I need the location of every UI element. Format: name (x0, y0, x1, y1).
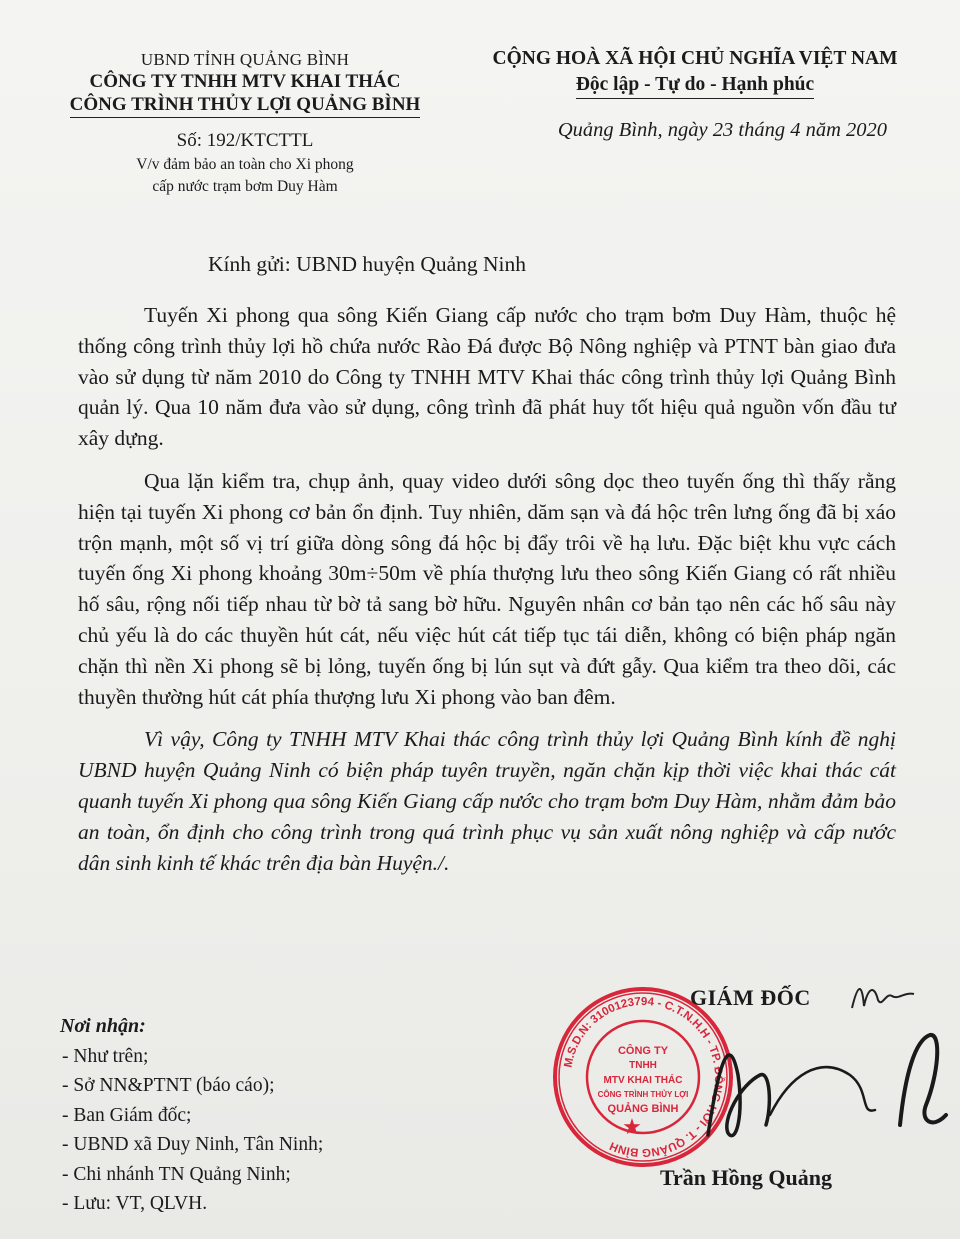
issuer-company-line1: CÔNG TY TNHH MTV KHAI THÁC (89, 71, 401, 92)
seal-star-icon: ★ (622, 1114, 642, 1139)
recipients-title: Nơi nhận: (60, 1015, 146, 1037)
subject-line-1: V/v đảm bảo an toàn cho Xi phong (136, 156, 354, 173)
recipient-item: - UBND xã Duy Ninh, Tân Ninh; (62, 1134, 324, 1155)
seal-center-line: CÔNG TRÌNH THỦY LỢI (597, 1090, 689, 1099)
addressee: Kính gửi: UBND huyện Quảng Ninh (208, 252, 527, 276)
seal-ring-text: M.S.D.N: 3100123794 - C.T.N.H.H - TP. ĐỒNG HỚI - T. QUẢNG BÌNH (562, 995, 725, 1159)
national-motto: Độc lập - Tự do - Hạnh phúc (576, 74, 814, 99)
document-number: Số: 192/KTCTTL (176, 130, 314, 151)
paragraph-3: Vì vậy, Công ty TNHH MTV Khai thác công trình thủy lợi Quảng Bình kính đề nghị UBND huyện Quảng Ninh có biện pháp tuyên truyền, ngăn chặn kịp thời việc khai thác cát quanh tuyến Xi phong qua sông Kiến Giang cấp nước cho trạm bơm Duy Hàm, nhằm đảm bảo an toàn, ổn định cho công trình trong quá trình phục vụ sản xuất nông nghiệp và cấp nước dân sinh kinh tế khác trên địa bàn Huyện./. (78, 727, 896, 875)
handwritten-signature-icon (700, 1015, 950, 1155)
recipient-item: - Ban Giám đốc; (62, 1104, 192, 1126)
paragraph-2: Qua lặn kiểm tra, chụp ảnh, quay video dưới sông dọc theo tuyến ống thì thấy rằng hiện tại tuyến Xi phong cơ bản ổn định. Tuy nhiên, dăm sạn và đá hộc trên lưng ống đã bị xáo trộn mạnh, một số vị trí giữa dòng sông đá hộc bị đẩy trôi về hạ lưu. Đặc biệt khu vực cách tuyến ống Xi phong khoảng 30m÷50m về phía thượng lưu theo sông Kiến Giang có rất nhiều hố sâu, rộng nối tiếp nhau từ bờ tả sang bờ hữu. Nguyên nhân cơ bản tạo nên các hố sâu này chủ yếu là do các thuyền hút cát, nếu việc hút cát tiếp tục tái diễn, không có biện pháp ngăn chặn thì nền Xi phong sẽ bị lỏng, tuyến ống bị lún sụt và đứt gẫy. Qua kiểm tra theo dõi, các thuyền thường hút cát phía thượng lưu Xi phong vào ban đêm. (78, 468, 896, 709)
recipient-item: - Lưu: VT, QLVH. (62, 1193, 208, 1214)
signer-name: Trần Hồng Quảng (660, 1165, 832, 1190)
document-date: Quảng Bình, ngày 23 tháng 4 năm 2020 (557, 119, 887, 141)
subject-line-2: cấp nước trạm bơm Duy Hàm (152, 178, 338, 195)
issuer-authority: UBND TỈNH QUẢNG BÌNH (140, 50, 350, 69)
signer-position: GIÁM ĐỐC (690, 985, 811, 1010)
issuer-company-line2: CÔNG TRÌNH THỦY LỢI QUẢNG BÌNH (70, 93, 421, 118)
recipient-item: - Chi nhánh TN Quảng Ninh; (62, 1163, 291, 1185)
seal-center-line: MTV KHAI THÁC (603, 1075, 683, 1086)
national-title: CỘNG HOÀ XÃ HỘI CHỦ NGHĨA VIỆT NAM (492, 48, 898, 69)
seal-center-line: CÔNG TY (617, 1045, 669, 1057)
issuer-block (60, 50, 430, 196)
letter-body (78, 300, 896, 890)
paragraph-1: Tuyến Xi phong qua sông Kiến Giang cấp nước cho trạm bơm Duy Hàm, thuộc hệ thống công trình thủy lợi hồ chứa nước Rào Đá được Bộ Nông nghiệp và PTNT bàn giao đưa vào sử dụng từ năm 2010 do Công ty TNHH MTV Khai thác công trình thủy lợi Quảng Bình quản lý. Qua 10 năm đưa vào sử dụng, công trình đã phát huy tốt hiệu quả nguồn vốn đầu tư xây dựng. (78, 303, 896, 451)
initial-mark-icon (848, 978, 928, 1018)
recipients-block (60, 1012, 323, 1219)
seal-center-line: QUẢNG BÌNH (607, 1103, 679, 1115)
recipient-item: - Như trên; (62, 1045, 149, 1067)
recipient-item: - Sở NN&PTNT (báo cáo); (62, 1075, 275, 1096)
national-motto-block (455, 48, 935, 142)
seal-center-line: TNHH (629, 1060, 657, 1071)
